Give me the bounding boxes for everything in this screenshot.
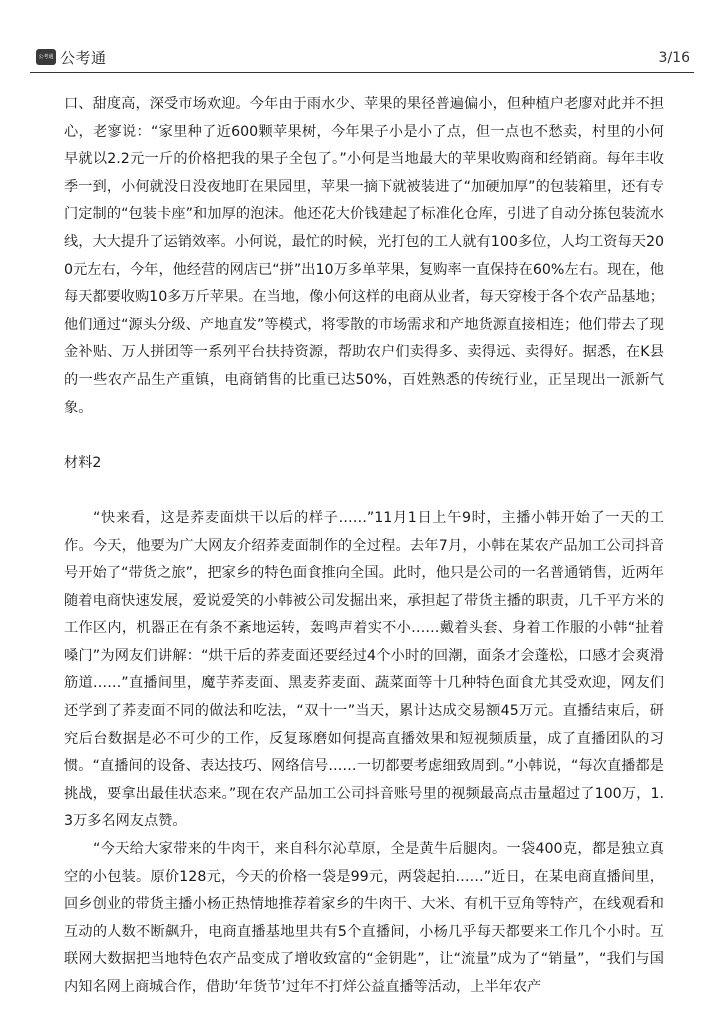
- logo-text: 公考通: [60, 48, 107, 67]
- paragraph-spacer: [64, 477, 664, 505]
- paragraph-spacer: [64, 422, 664, 450]
- brand-logo: [36, 47, 107, 67]
- paragraph-material-2-part-1: “快来看，这是荞麦面烘干以后的样子……”11月1日上午9时，主播小韩开始了一天的工作。今天，他要为广大网友介绍荞麦面制作的全过程。去年7月，小韩在某农产品加工公司抖音号开始了“带货之旅”，把家乡的特色面食推向全国。此时，他只是公司的一名普通销售，近两年随着电商快速发展，爱说爱笑的小韩被公司发掘出来，承担起了带货主播的职责，几千平方米的工作区内，机器正在有条不紊地运转，轰鸣声着实不小……戴着头套、身着工作服的小韩“扯着嗓门”为网友们讲解：“烘干后的荞麦面还要经过4个小时的回潮，面条才会蓬松，口感才会爽滑筋道……”直播间里，魔芋荞麦面、黑麦荞麦面、蔬菜面等十几种特色面食尤其受欢迎，网友们还学到了荞麦面不同的做法和吃法，“双十一”当天，累计达成交易额45万元。直播结束后，研究后台数据是必不可少的工作，反复琢磨如何提高直播效果和短视频质量，成了直播团队的习惯。“直播间的设备、表达技巧、网络信号……一切都要考虑细致周到。”小韩说，“每次直播都是挑战，要拿出最佳状态来。”现在农产品加工公司抖音账号里的视频最高点击量超过了100万，1.3万多名网友点赞。: [64, 509, 664, 830]
- page-header: [0, 0, 724, 74]
- header-divider: [30, 72, 694, 73]
- section-title-material-2: 材料2: [64, 454, 102, 471]
- paragraph-material-1-continued: 口、甜度高，深受市场欢迎。今年由于雨水少、苹果的果径普遍偏小，但种植户老廖对此并不担心，老寥说：“家里种了近600颗苹果树，今年果子小是小了点，但一点也不愁卖，村里的小何早就以2.2元一斤的价格把我的果子全包了。”小何是当地最大的苹果收购商和经销商。每年丰收季一到，小何就没日没夜地盯在果园里，苹果一摘下就被装进了“加硬加厚”的包装箱里，还有专门定制的“包装卡座”和加厚的泡沫。他还花大价钱建起了标准化仓库，引进了自动分拣包装流水线，大大提升了运销效率。小何说，最忙的时候，光打包的工人就有100多位，人均工资每天200元左右，今年，他经营的网店已“拼”出10万多单苹果，复购率一直保持在60%左右。现在，他每天都要收购10多万斤苹果。在当地，像小何这样的电商从业者，每天穿梭于各个农产品基地；他们通过“源头分级、产地直发”等模式，将零散的市场需求和产地货源直接相连；他们带去了现金补贴、万人拼团等一系列平台扶持资源，帮助农户们卖得多、卖得远、卖得好。据悉，在K县的一些农产品生产重镇，电商销售的比重已达50%，百姓熟悉的传统行业，正呈现出一派新气象。: [64, 96, 664, 416]
- paragraph-material-2-part-2: “今天给大家带来的牛肉干，来自科尔沁草原，全是黄牛后腿肉。一袋400克，都是独立真空的小包装。原价128元，今天的价格一袋是99元，两袋起拍……”近日，在某电商直播间里，回乡创业的带货主播小杨正热情地推荐着家乡的牛肉干、大米、有机干豆角等特产，在线观看和互动的人数不断飙升，电商直播基地里共有5个直播间，小杨几乎每天都要来工作几个小时。互联网大数据把当地特色农产品变成了增收致富的“金钥匙”，让“流量”成为了“销量”，“我们与国内知名网上商城合作，借助‘年货节’过年不打烊公益直播等活动，上半年农产: [64, 841, 664, 995]
- document-body: [64, 91, 664, 1002]
- page-number: 3/16: [658, 50, 690, 66]
- logo-badge-icon: 公考通: [36, 49, 56, 65]
